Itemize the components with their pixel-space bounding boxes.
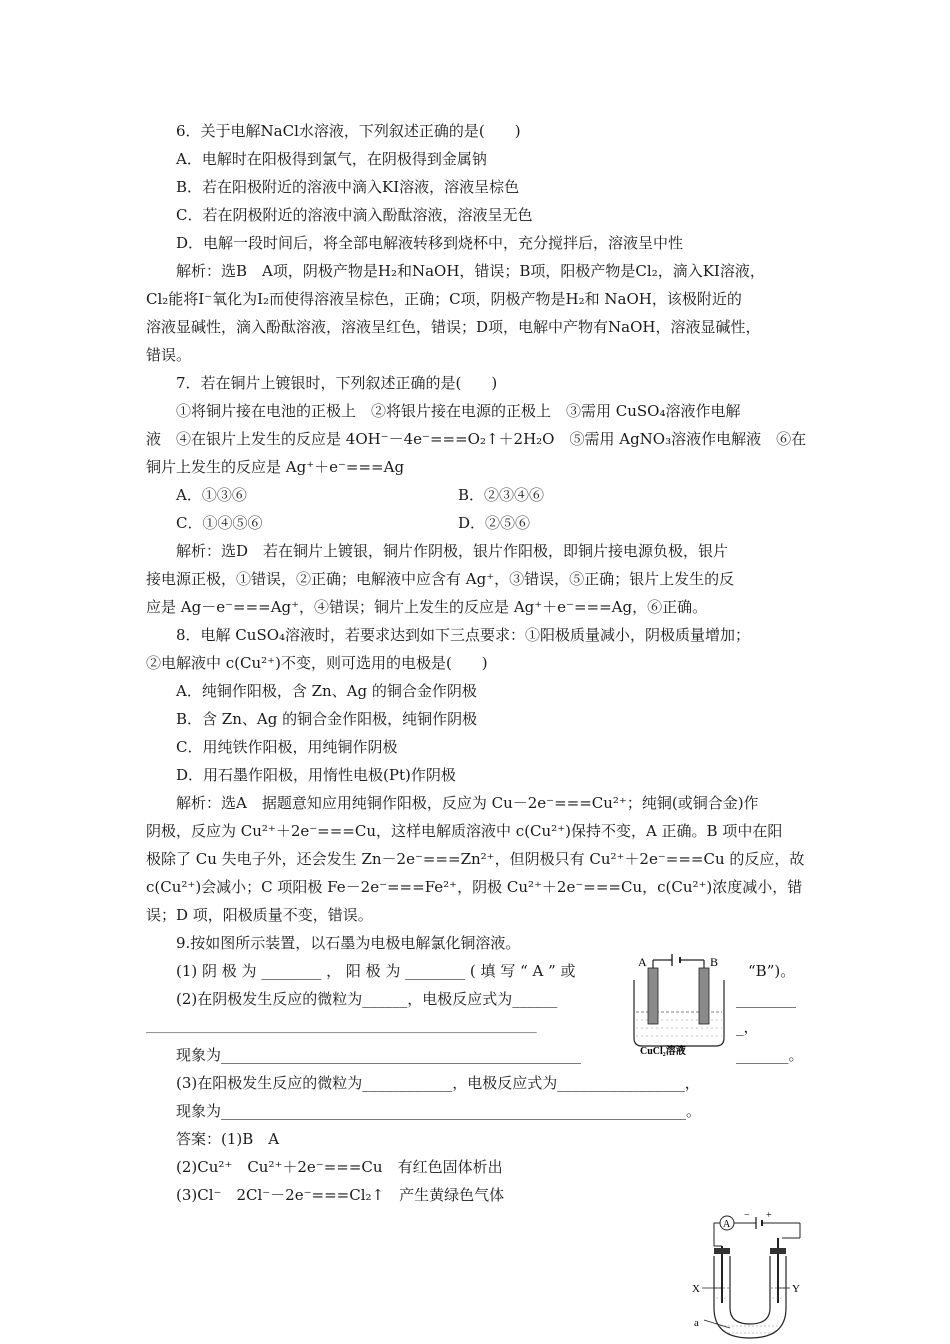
q6-option-b: B．若在阳极附近的溶液中滴入KI溶液，溶液呈棕色 [176,178,520,196]
q6-analysis-1: 解析：选B A项，阴极产物是H₂和NaOH，错误；B项，阳极产物是Cl₂，滴入KI溶液， [176,262,765,280]
q7-analysis-2: 接电源正极，①错误，②正确；电解液中应含有 Ag⁺，③错误，⑤正确；银片上发生的反 [146,570,735,588]
q7-analysis-1: 解析：选D 若在铜片上镀银，铜片作阴极，银片作阳极，即铜片接电源负极，银片 [176,542,729,560]
q9-part2-line3-left: 现象为________________________________________________ [176,1046,582,1064]
plus-sign: + [766,1210,772,1221]
q8-stem-1: 8．电解 CuSO₄溶液时，若要求达到如下三点要求：①阳极质量减小，阴极质量增加； [176,626,751,644]
q9-part1-right: “B”)。 [748,962,796,980]
q8-analysis-1: 解析：选A 据题意知应用纯铜作阳极，反应为 Cu－2e⁻===Cu²⁺；纯铜(或铜合金)作 [176,794,759,812]
q7-body-1: ①将铜片接在电池的正极上 ②将银片接在电源的正极上 ③需用 CuSO₄溶液作电解 [176,402,741,420]
q9-part1-left: (1) 阴 极 为 ________ ， 阳 极 为 ________ ( 填 写 “ A ” 或 [176,962,576,980]
q7-body-2: 液 ④在银片上发生的反应是 4OH⁻－4e⁻===O₂↑＋2H₂O ⑤需用 AgNO₃溶液作电解液 ⑥在 [146,430,807,448]
q7-option-a: A．①③⑥ [176,486,247,504]
electrode-a-label: A [638,955,647,969]
q9-part2-line2-left: ______________________________________________________________ [146,1019,537,1034]
q8-stem-2: ②电解液中 c(Cu²⁺)不变，则可选用的电极是( ) [146,654,488,672]
q6-analysis-4: 错误。 [146,346,192,364]
q8-analysis-4: c(Cu²⁺)会减小；C 项阳极 Fe－2e⁻===Fe²⁺，阴极 Cu²⁺＋2e⁻===Cu，c(Cu²⁺)浓度减小，错 [146,878,803,896]
q8-analysis-5: 误；D 项，阳极质量不变，错误。 [146,906,373,924]
q9-part3-b: 现象为______________________________________________________________。 [176,1102,702,1120]
u-tube-figure [690,1208,810,1342]
q9-part2-line2-right: _， [736,1018,759,1036]
q8-option-c: C．用纯铁作阳极，用纯铜作阴极 [176,738,398,756]
q9-part2-right: ________ [736,990,796,1008]
q7-option-c: C．①④⑤⑥ [176,514,263,532]
y-label: Y [792,1283,800,1295]
solution-label: CuCl₂溶液 [640,1046,686,1057]
q6-analysis-2: Cl₂能将I⁻氧化为I₂而使得溶液呈棕色，正确；C项，阴极产物是H₂和 NaOH，该极附近的 [146,290,742,308]
q6-analysis-3: 溶液显碱性，滴入酚酞溶液，溶液呈红色，错误；D项，电解中产物有NaOH，溶液显碱性， [146,318,761,336]
q8-option-d: D．用石墨作阳极，用惰性电极(Pt)作阴极 [176,766,456,784]
minus-sign: − [744,1210,750,1221]
answer-3: (3)Cl⁻ 2Cl⁻－2e⁻===Cl₂↑ 产生黄绿色气体 [176,1186,505,1204]
q7-option-b: B．②③④⑥ [458,486,545,504]
electrode-b-label: B [710,955,719,969]
q9-stem: 9.按如图所示装置，以石墨为电极电解氯化铜溶液。 [176,934,521,952]
q9-part2-line3-right: _______。 [736,1046,804,1064]
q6-option-a: A．电解时在阳极得到氯气，在阴极得到金属钠 [176,150,487,168]
q7-analysis-3: 应是 Ag－e⁻===Ag⁺，④错误；铜片上发生的反应是 Ag⁺＋e⁻===Ag，⑥正确。 [146,598,708,616]
q7-body-3: 铜片上发生的反应是 Ag⁺＋e⁻===Ag [146,458,405,476]
q8-option-b: B．含 Zn、Ag 的铜合金作阳极，纯铜作阴极 [176,710,478,728]
ammeter-label: A [723,1219,731,1230]
a-label: a [694,1317,699,1329]
q9-part3-a: (3)在阳极发生反应的微粒为____________，电极反应式为_________________， [176,1074,700,1092]
q8-option-a: A．纯铜作阳极，含 Zn、Ag 的铜合金作阴极 [176,682,477,700]
q7-option-d: D．②⑤⑥ [458,514,531,532]
q6-option-c: C．若在阴极附近的溶液中滴入酚酞溶液，溶液呈无色 [176,206,533,224]
q8-analysis-2: 阴极，反应为 Cu²⁺＋2e⁻===Cu，这样电解质溶液中 c(Cu²⁺)保持不变，A 正确。B 项中在阳 [146,822,783,840]
electrolysis-figure [628,950,730,1058]
q7-stem: 7．若在铜片上镀银时，下列叙述正确的是( ) [176,374,498,392]
answer-2: (2)Cu²⁺ Cu²⁺＋2e⁻===Cu 有红色固体析出 [176,1158,503,1176]
x-label: X [692,1283,700,1295]
q6-stem: 6．关于电解NaCl水溶液，下列叙述正确的是( ) [176,122,521,140]
q6-option-d: D．电解一段时间后，将全部电解液转移到烧杯中，充分搅拌后，溶液呈中性 [176,234,684,252]
q9-part2-left: (2)在阴极发生反应的微粒为______，电极反应式为______ [176,990,558,1008]
answer-1: 答案：(1)B A [176,1130,280,1148]
q8-analysis-3: 极除了 Cu 失电子外，还会发生 Zn－2e⁻===Zn²⁺，但阴极只有 Cu²⁺＋2e⁻===Cu 的反应，故 [146,850,805,868]
